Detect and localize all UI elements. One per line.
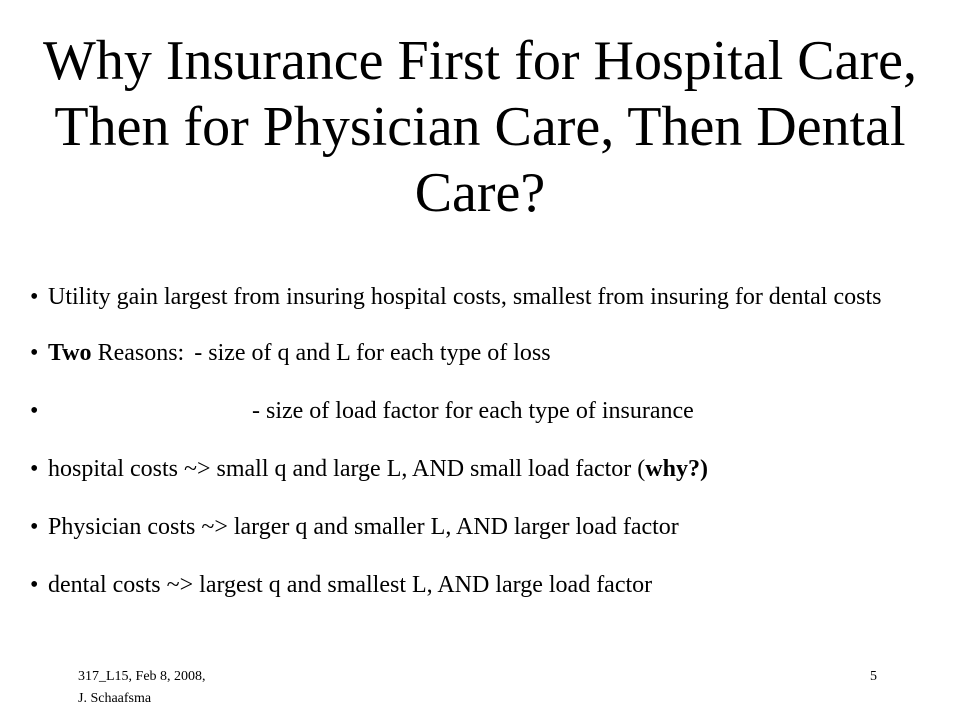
bullet-item <box>30 452 940 486</box>
page-number: 5 <box>870 669 877 684</box>
bullet-symbol: • <box>30 284 39 310</box>
bullet-text: dental costs ~> largest q and smallest L, AND large load factor <box>48 572 653 598</box>
bullet-symbol: • <box>30 514 39 540</box>
bullet-item <box>30 280 940 314</box>
footer-line: J. Schaafsma <box>78 691 152 706</box>
footer-credit <box>78 666 206 710</box>
bullet-text: Reasons: <box>97 340 185 366</box>
bullet-text: hospital costs ~> small q and large L, AND small load factor ( <box>48 456 646 482</box>
slide-title: Why Insurance First for Hospital Care, Then for Physician Care, Then Dental Care? <box>43 30 917 224</box>
bullet-text: - size of q and L for each type of loss <box>194 340 551 366</box>
bullet-bold-text: why?) <box>645 456 708 482</box>
bullet-symbol: • <box>30 572 39 598</box>
bullet-text: - size of load factor for each type of insurance <box>252 398 694 424</box>
bullet-item <box>30 568 940 602</box>
bullet-text: Physician costs ~> larger q and smaller L, AND larger load factor <box>48 514 679 540</box>
bullet-item <box>30 336 940 370</box>
bullet-bold-text: Two <box>48 340 92 366</box>
footer-line: 317_L15, Feb 8, 2008, <box>78 669 206 684</box>
bullet-item <box>30 510 940 544</box>
bullet-symbol: • <box>30 398 39 424</box>
bullet-item <box>30 394 940 428</box>
bullet-list <box>30 280 940 626</box>
bullet-symbol: • <box>30 456 39 482</box>
bullet-symbol: • <box>30 340 39 366</box>
bullet-text: Utility gain largest from insuring hospital costs, smallest from insuring for dental costs <box>48 284 882 310</box>
